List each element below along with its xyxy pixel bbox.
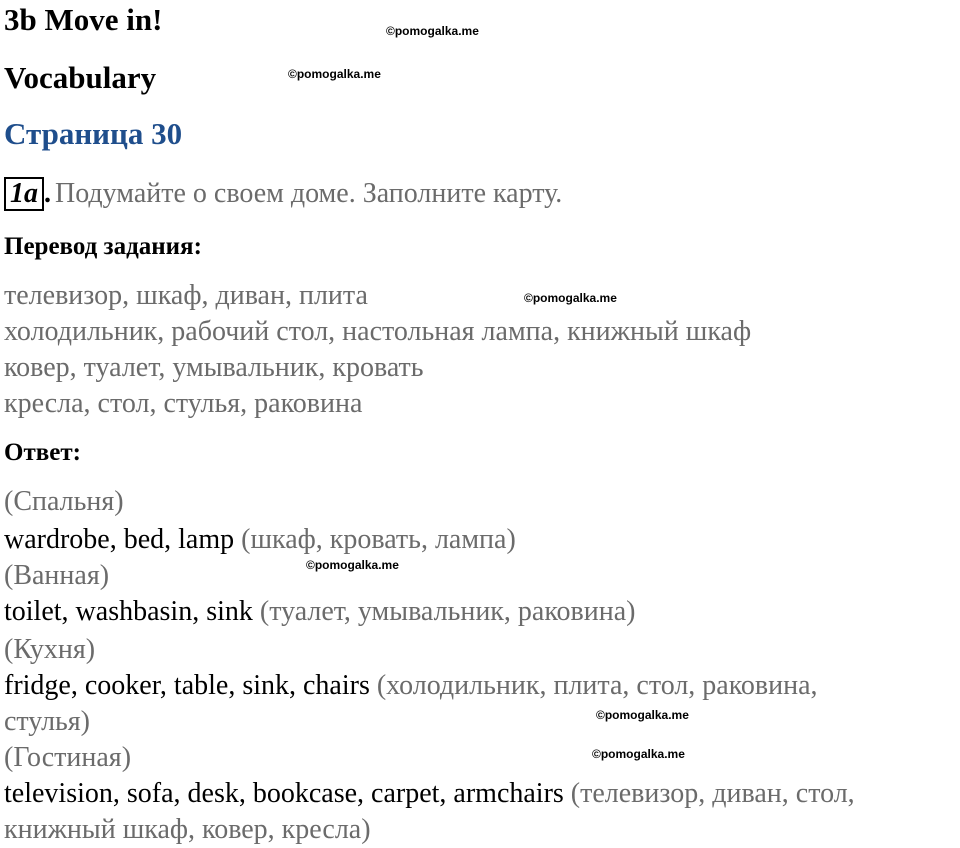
room-items-translation-cont: книжный шкаф, ковер, кресла) [4,814,371,845]
task-instruction: Подумайте о своем доме. Заполните карту. [55,178,563,209]
room-items-translation: (шкаф, кровать, лампа) [241,524,516,555]
room-items-translation-cont: стулья) [4,706,91,737]
unit-title: 3b Move in! [4,2,163,37]
task-line [4,177,562,211]
watermark: ©pomogalka.me [386,24,479,38]
room-items-translation: (холодильник, плита, стол, раковина, [376,670,818,701]
page-label: Страница 30 [4,116,183,151]
room-items-line [4,668,818,704]
room-items: television, sofa, desk, bookcase, carpet, armchairs [4,778,564,809]
room-items: fridge, cooker, table, sink, chairs [4,670,370,701]
room-name: (Кухня) [4,634,96,665]
room-name: (Гостиная) [4,742,132,773]
translation-line: холодильник, рабочий стол, настольная лампа, книжный шкаф [4,316,752,347]
task-number-dot: . [44,178,51,209]
translation-line: кресла, стол, стулья, раковина [4,388,363,419]
room-items-translation: (телевизор, диван, стол, [570,778,855,809]
room-items-line [4,594,635,630]
watermark: ©pomogalka.me [288,67,381,81]
translation-label: Перевод задания: [4,233,202,260]
answer-label: Ответ: [4,439,81,466]
room-name: (Спальня) [4,486,124,517]
section-title: Vocabulary [4,60,157,95]
translation-line: ковер, туалет, умывальник, кровать [4,352,424,383]
watermark: ©pomogalka.me [524,291,617,305]
room-items-translation: (туалет, умывальник, раковина) [259,596,636,627]
room-items: toilet, washbasin, sink [4,596,253,627]
room-items-line [4,776,855,812]
room-items: wardrobe, bed, lamp [4,524,235,555]
translation-line: телевизор, шкаф, диван, плита [4,280,368,311]
room-items-line [4,522,516,558]
room-name: (Ванная) [4,560,110,591]
watermark: ©pomogalka.me [592,747,685,761]
watermark: ©pomogalka.me [306,558,399,572]
task-number: 1a [4,177,44,211]
watermark: ©pomogalka.me [596,708,689,722]
